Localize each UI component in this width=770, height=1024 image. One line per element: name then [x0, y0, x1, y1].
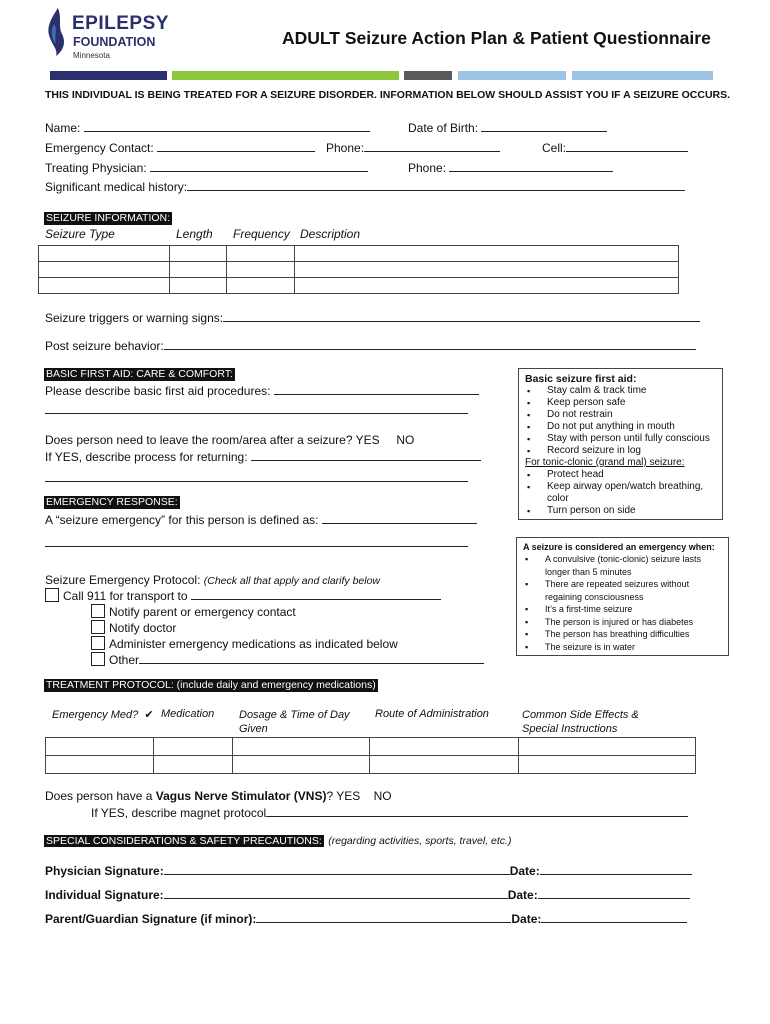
list-item: ▪ The seizure is in water [523, 641, 728, 654]
medical-history-label: Significant medical history: [45, 180, 188, 194]
seizure-info-header: SEIZURE INFORMATION: [46, 212, 171, 224]
dob-label: Date of Birth: [408, 121, 479, 135]
option-administer-meds-label: Administer emergency medications as indicated below [109, 637, 398, 651]
vns-question[interactable] [45, 789, 392, 803]
vns-protocol-field[interactable] [91, 805, 688, 820]
list-item: ▪ It’s a first-time seizure [523, 603, 728, 616]
table-row [39, 278, 679, 294]
list-item: ▪ The person is injured or has diabetes [523, 616, 728, 629]
protocol-label: Seizure Emergency Protocol: [45, 573, 201, 587]
logo-line3: Minnesota [73, 51, 110, 60]
list-item: ▪ Keep person safe [525, 397, 722, 409]
guardian-signature-label: Parent/Guardian Signature (if minor): [45, 912, 257, 926]
emergency-defined-line[interactable] [45, 546, 468, 547]
special-note: (regarding activities, sports, travel, etc.) [328, 835, 512, 847]
individual-signature-label: Individual Signature: [45, 888, 164, 902]
physician-label: Treating Physician: [45, 161, 147, 175]
list-item: ▪ The person has breathing difficulties [523, 628, 728, 641]
physician-signature[interactable] [45, 863, 692, 878]
table-row [39, 246, 679, 262]
color-bar-2 [172, 71, 399, 80]
checkbox-administer-meds[interactable] [91, 636, 105, 650]
logo-line1: EPILEPSY [72, 13, 169, 34]
table-row [46, 756, 696, 774]
vns-q-post: ? [326, 789, 334, 803]
post-behavior-label: Post seizure behavior: [45, 339, 164, 353]
option-notify-parent-label: Notify parent or emergency contact [109, 605, 296, 619]
physician-phone-field[interactable] [408, 160, 613, 175]
checkbox-call-911[interactable] [45, 588, 59, 602]
option-other-label: Other [109, 653, 140, 667]
emergency-contact-field[interactable] [45, 140, 315, 155]
col-dosage-line1: Dosage & Time of Day [239, 709, 350, 721]
option-call-911-label: Call 911 for transport to [63, 589, 188, 603]
physician-date-label: Date: [509, 864, 540, 878]
checkmark-icon: ✔ [144, 709, 154, 721]
table-row [46, 738, 696, 756]
emergency-list [523, 553, 728, 653]
special-considerations [44, 831, 511, 849]
first-aid-prompt[interactable] [45, 383, 479, 398]
col-frequency: Frequency [233, 227, 290, 241]
list-item: ▪ Keep airway open/watch breathing, color [525, 481, 722, 505]
first-aid-info-box [518, 368, 723, 520]
list-item: ▪ Stay calm & track time [525, 385, 722, 397]
first-aid-list [525, 385, 722, 457]
dob-field[interactable] [408, 120, 607, 135]
physician-phone-label: Phone: [408, 161, 447, 175]
list-item: ▪ There are repeated seizures without regaining consciousness [523, 578, 728, 603]
seizure-table [38, 245, 679, 294]
vns-q-bold: Vagus Nerve Stimulator (VNS) [155, 789, 327, 803]
leave-yes[interactable]: YES [355, 433, 380, 447]
list-item: ▪ Record seizure in log [525, 445, 722, 457]
option-call-911[interactable] [45, 588, 441, 603]
special-header: SPECIAL CONSIDERATIONS & SAFETY PRECAUTIONS: [46, 835, 322, 847]
protocol-title [45, 573, 380, 587]
guardian-date-label: Date: [511, 912, 542, 926]
first-aid-box-title: Basic seizure first aid: [525, 373, 637, 385]
physician-signature-label: Physician Signature: [45, 864, 164, 878]
cell-field[interactable] [542, 140, 688, 155]
color-bar-5 [572, 71, 713, 80]
cell-label: Cell: [542, 141, 567, 155]
returning-line[interactable] [45, 481, 468, 482]
col-description: Description [300, 227, 361, 241]
option-notify-doctor[interactable] [91, 620, 176, 635]
name-label: Name: [45, 121, 81, 135]
col-route: Route of Administration [375, 708, 489, 720]
color-bar-4 [458, 71, 566, 80]
triggers-label: Seizure triggers or warning signs: [45, 311, 224, 325]
col-side-effects [522, 708, 639, 736]
emergency-defined-label: A “seizure emergency” for this person is defined as: [45, 513, 319, 527]
table-row [39, 262, 679, 278]
leave-room-label: Does person need to leave the room/area after a seizure? [45, 433, 353, 447]
col-length: Length [176, 227, 213, 241]
col-seizure-type: Seizure Type [45, 227, 115, 241]
col-emergency-med-label: Emergency Med? [52, 709, 139, 721]
col-dosage-line2: Given [239, 723, 268, 735]
treatment-table [45, 737, 696, 774]
guardian-signature[interactable] [45, 911, 687, 926]
emergency-box-title: A seizure is considered an emergency when: [523, 542, 715, 552]
checkbox-notify-parent[interactable] [91, 604, 105, 618]
vns-protocol-label: If YES, describe magnet protocol [91, 806, 267, 820]
color-bar-1 [50, 71, 167, 80]
post-behavior-field[interactable] [45, 338, 696, 353]
tonic-clonic-subtitle: For tonic-clonic (grand mal) seizure: [525, 457, 685, 468]
list-item: ▪ Stay with person until fully conscious [525, 433, 722, 445]
individual-date-label: Date: [507, 888, 538, 902]
vns-q-pre: Does person have a [45, 789, 153, 803]
treatment-header: TREATMENT PROTOCOL: (include daily and emergency medications) [46, 679, 376, 691]
checkbox-notify-doctor[interactable] [91, 620, 105, 634]
physician-field[interactable] [45, 160, 368, 175]
logo-line2: FOUNDATION [73, 35, 156, 49]
first-aid-prompt-label: Please describe basic first aid procedures: [45, 384, 271, 398]
individual-signature[interactable] [45, 887, 690, 902]
vns-no[interactable]: NO [373, 789, 392, 803]
checkbox-other[interactable] [91, 652, 105, 666]
list-item: ▪ Protect head [525, 469, 722, 481]
returning-label: If YES, describe process for returning: [45, 450, 248, 464]
name-field[interactable] [45, 120, 370, 135]
col-medication: Medication [161, 708, 215, 720]
protocol-note: (Check all that apply and clarify below [203, 575, 381, 587]
option-other[interactable] [91, 652, 484, 667]
emergency-contact-label: Emergency Contact: [45, 141, 154, 155]
page-title: ADULT Seizure Action Plan & Patient Questionnaire [282, 28, 711, 48]
emergency-response-header: EMERGENCY RESPONSE: [46, 496, 178, 508]
emergency-info-box [516, 537, 729, 656]
list-item: ▪ Do not restrain [525, 409, 722, 421]
vns-yes[interactable]: YES [336, 789, 361, 803]
list-item: ▪ Turn person on side [525, 505, 722, 517]
list-item: ▪ Do not put anything in mouth [525, 421, 722, 433]
leave-room-question[interactable] [45, 433, 414, 447]
option-notify-parent[interactable] [91, 604, 296, 619]
col-dosage [239, 708, 350, 736]
emergency-defined-field[interactable] [45, 512, 477, 527]
phone-field[interactable] [326, 140, 500, 155]
first-aid-line[interactable] [45, 413, 468, 414]
phone-label: Phone: [326, 141, 365, 155]
color-bar-3 [404, 71, 452, 80]
flame-logo-icon [44, 6, 72, 58]
medical-history-field[interactable] [45, 179, 685, 194]
option-administer-meds[interactable] [91, 636, 398, 651]
first-aid-header: BASIC FIRST AID: CARE & COMFORT: [46, 368, 233, 380]
col-side-effects-line2: Special Instructions [522, 723, 618, 735]
triggers-field[interactable] [45, 310, 700, 325]
returning-field[interactable] [45, 449, 481, 464]
col-emergency-med [52, 708, 154, 721]
intro-text: THIS INDIVIDUAL IS BEING TREATED FOR A SEIZURE DISORDER. INFORMATION BELOW SHOULD ASSIST YOU IF A SEIZURE OCCURS. [45, 89, 731, 101]
list-item: ▪ A convulsive (tonic-clonic) seizure lasts longer than 5 minutes [523, 553, 728, 578]
col-side-effects-line1: Common Side Effects & [522, 709, 639, 721]
tonic-clonic-list [525, 469, 722, 517]
option-notify-doctor-label: Notify doctor [109, 621, 177, 635]
leave-no[interactable]: NO [396, 433, 415, 447]
